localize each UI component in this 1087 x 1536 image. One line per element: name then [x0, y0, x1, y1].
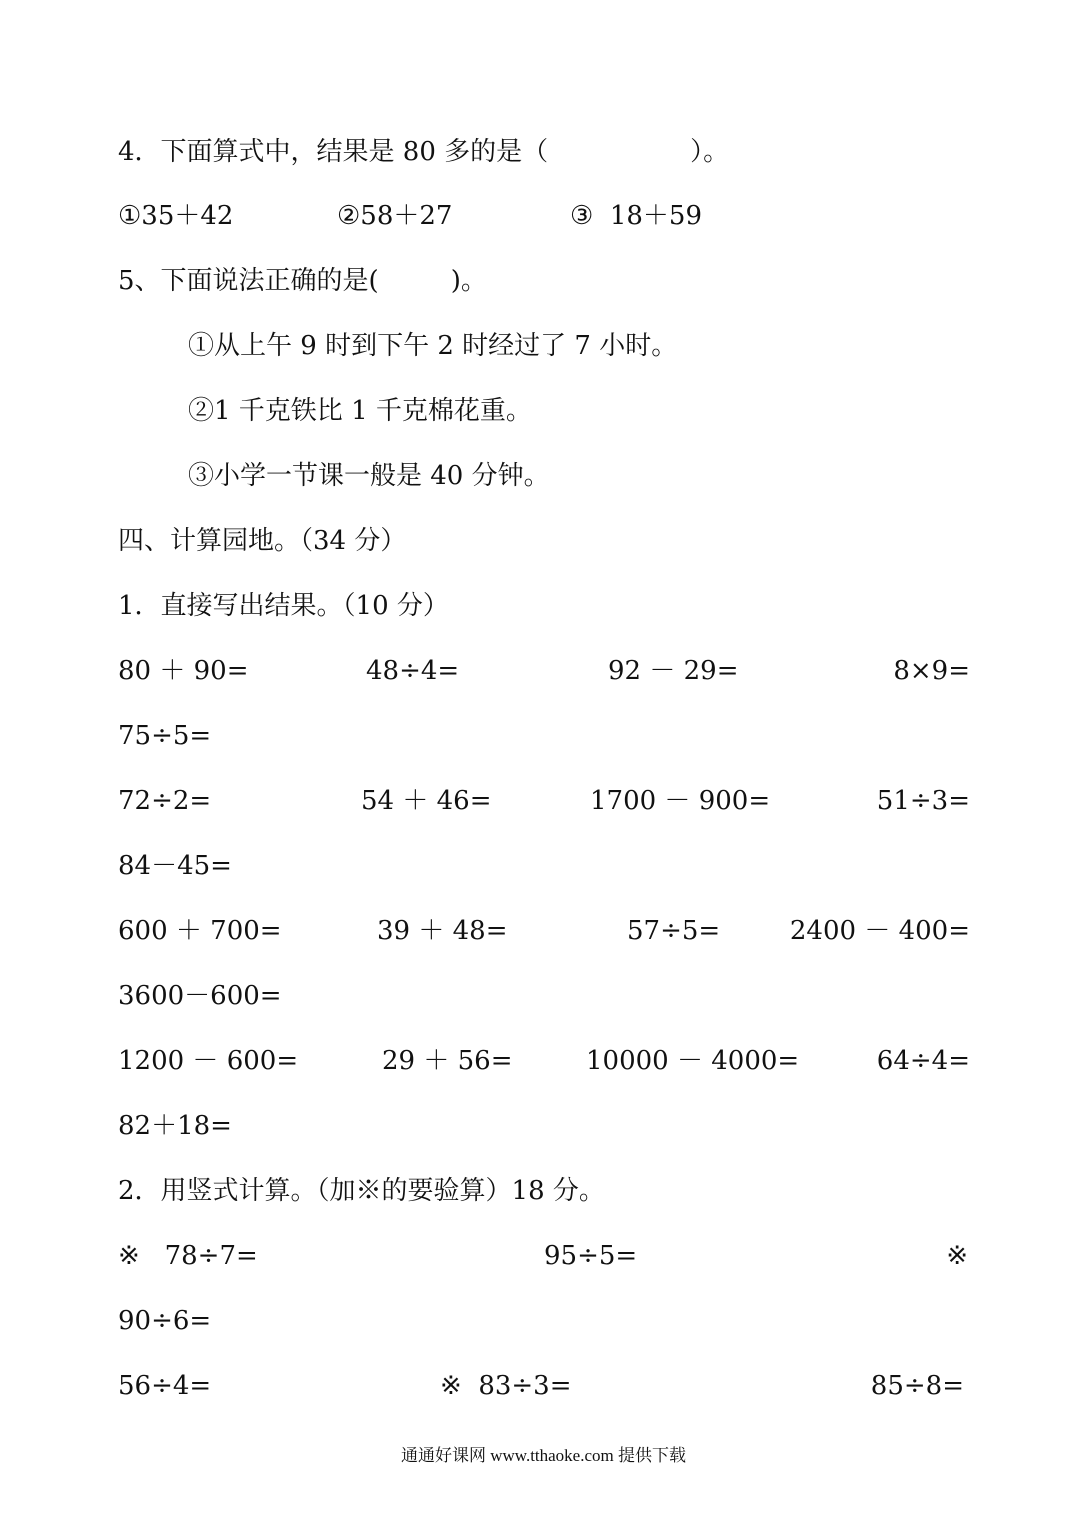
- vertical-calc-item: 85÷8=: [870, 1371, 964, 1401]
- vertical-calc-item: ※ 78÷7=: [118, 1241, 258, 1271]
- calc-item: 84－45=: [118, 851, 232, 881]
- question-5: [118, 264, 487, 298]
- verification-mark: ※: [946, 1241, 968, 1271]
- calc-item: 72÷2=: [118, 786, 212, 816]
- calc-item: 57÷5=: [627, 916, 721, 946]
- calc-item: 75÷5=: [118, 721, 212, 751]
- vertical-calc-item: 95÷5=: [544, 1241, 638, 1271]
- calc-item: 48÷4=: [366, 656, 460, 686]
- section-4-title: 四、计算园地。（34 分）: [118, 526, 407, 556]
- calc-item: 51÷3=: [876, 786, 970, 816]
- calc-row: [118, 719, 970, 753]
- calc-row: [118, 849, 970, 883]
- question-5-close: )。: [450, 266, 487, 296]
- calc-row: [118, 654, 970, 688]
- calc-item: 1700 － 900=: [590, 786, 771, 816]
- part-2-title: 2．用竖式计算。（加※的要验算）18 分。: [118, 1176, 605, 1206]
- calc-item: 39 ＋ 48=: [377, 916, 508, 946]
- calc-row: [118, 914, 970, 948]
- calc-item: 64÷4=: [876, 1046, 970, 1076]
- vertical-calc-row: [118, 1239, 970, 1273]
- calc-item: 82＋18=: [118, 1111, 232, 1141]
- question-4-options: [118, 199, 970, 233]
- calc-row: [118, 784, 970, 818]
- calc-item: 80 ＋ 90=: [118, 656, 249, 686]
- vertical-calc-row: [118, 1304, 970, 1338]
- option-2: ②58＋27: [337, 201, 453, 231]
- statement-3: ③小学一节课一般是 40 分钟。: [188, 461, 550, 491]
- vertical-calc-item: 56÷4=: [118, 1371, 212, 1401]
- calc-item: 1200 － 600=: [118, 1046, 299, 1076]
- page-footer: 通通好课网 www.tthaoke.com 提供下载: [400, 1446, 687, 1465]
- question-4-close: ）。: [690, 137, 730, 167]
- calc-row: [118, 1044, 970, 1078]
- vertical-calc-row: [118, 1369, 970, 1403]
- calc-item: 3600－600=: [118, 981, 282, 1011]
- calc-item: 8×9=: [893, 656, 970, 686]
- question-4: [118, 135, 729, 169]
- vertical-calc-item: 90÷6=: [118, 1306, 212, 1336]
- option-3: ③ 18＋59: [570, 201, 703, 231]
- question-5-text: 5、下面说法正确的是(: [118, 266, 379, 296]
- statement-2: ②1 千克铁比 1 千克棉花重。: [188, 396, 532, 426]
- calc-item: 54 ＋ 46=: [361, 786, 492, 816]
- calc-row: [118, 979, 970, 1013]
- part-1-title: 1．直接写出结果。（10 分）: [118, 591, 449, 621]
- calc-row: [118, 1109, 970, 1143]
- calc-item: 2400 － 400=: [789, 916, 970, 946]
- calc-item: 29 ＋ 56=: [382, 1046, 513, 1076]
- option-1: ①35＋42: [118, 201, 234, 231]
- question-4-text: 4．下面算式中，结果是 80 多的是（: [118, 137, 549, 167]
- calc-item: 10000 － 4000=: [586, 1046, 800, 1076]
- vertical-calc-item: ※ 83÷3=: [440, 1371, 572, 1401]
- calc-item: 600 ＋ 700=: [118, 916, 282, 946]
- calc-item: 92 － 29=: [608, 656, 739, 686]
- statement-1: ①从上午 9 时到下午 2 时经过了 7 小时。: [188, 331, 678, 361]
